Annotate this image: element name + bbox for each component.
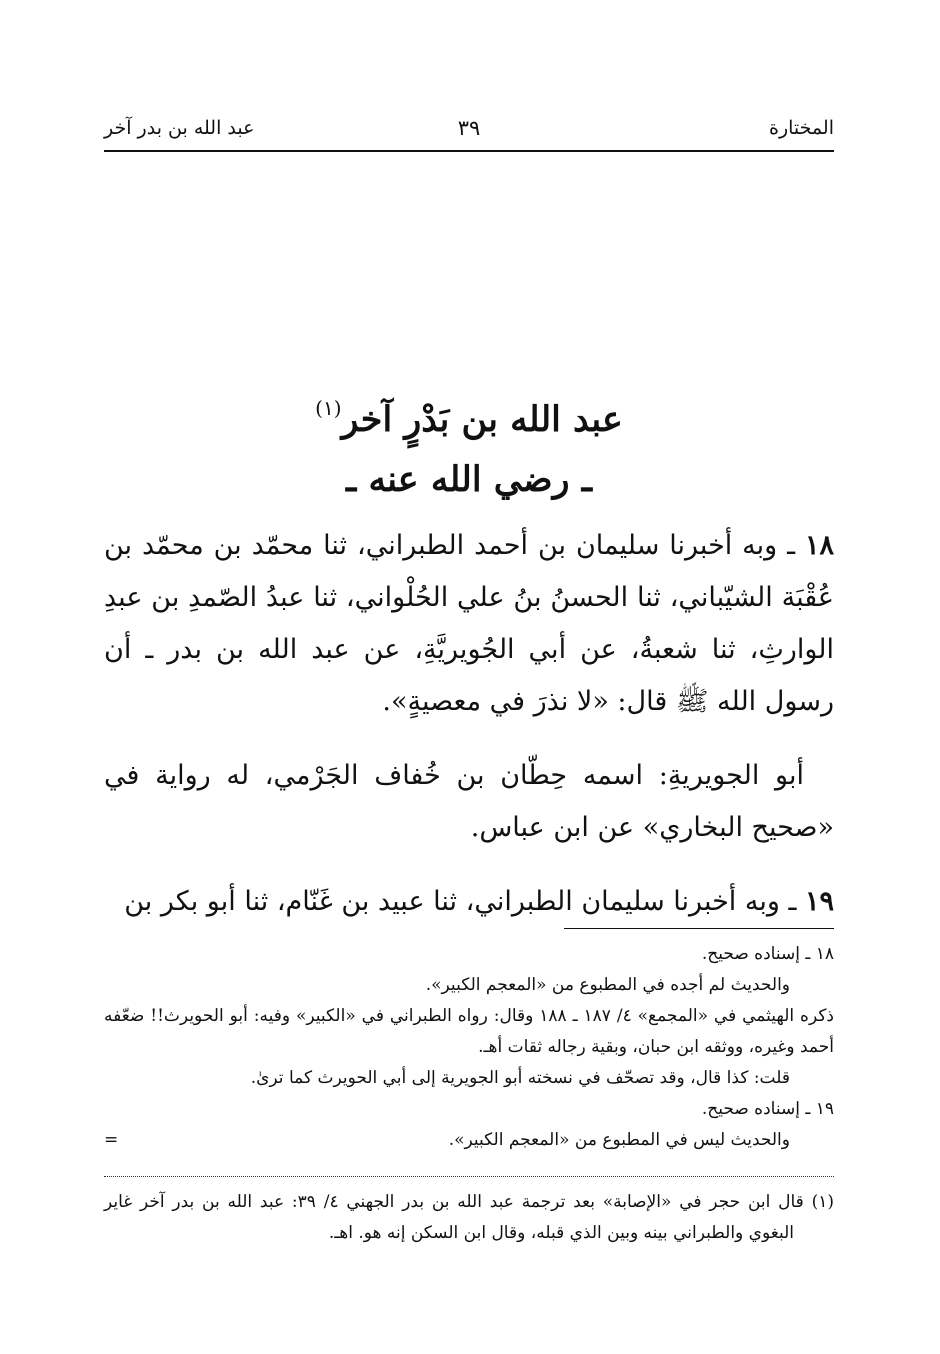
hadith-19-text: ـ وبه أخبرنا سليمان الطبراني، ثنا عبيد بن غَنّام، ثنا أبو بكر بن [124, 886, 797, 917]
header-book-title: المختارة [769, 117, 834, 139]
footnote-18-line-2: والحديث لم أجده في المطبوع من «المعجم الكبير». [425, 975, 790, 995]
hadith-number-19: ١٩ [804, 886, 834, 917]
footnote-rule [564, 928, 834, 929]
hadith-19 [104, 876, 834, 928]
title-line-1 [104, 378, 834, 450]
continuation-mark: = [104, 1130, 119, 1150]
footnote-1: (١) قال ابن حجر في «الإصابة» بعد ترجمة عبد الله بن بدر الجهني ٤/ ٣٩: عبد الله بن بدر آخر غاير البغوي والطبراني بينه وبين الذي قبله، وقال ابن السكن إنه هو. اهـ. [104, 1192, 834, 1243]
hadith-18-text: ـ وبه أخبرنا سليمان بن أحمد الطبراني، ثنا محمّد بن محمّد بن عُقْبَة الشيّباني، ثنا الحسنُ بنُ علي الحُلْواني، ثنا عبدُ الصّمدِ بن عبدِ الوارثِ، ثنا شعبةُ، عن أبي الجُويريَّةِ، عن عبد الله بن بدر ـ أن رسول الله ﷺ قال: «لا نذرَ في معصيةٍ». [104, 530, 834, 717]
header-rule [104, 150, 834, 152]
footnote-dotted-rule [104, 1176, 834, 1177]
page-number: ٣٩ [457, 116, 481, 140]
footnotes [104, 928, 834, 1249]
running-header [104, 112, 834, 152]
footnote-19-line-2-row [104, 1125, 834, 1156]
narrator-note: أبو الجويريةِ: اسمه حِطّان بن خُفاف الجَرْمي، له رواية في «صحيح البخاري» عن ابن عباس. [104, 760, 834, 843]
footnote-18-line-3: ذكره الهيثمي في «المجمع» ٤/ ١٨٧ ـ ١٨٨ وقال: رواه الطبراني في «الكبير» وفيه: أبو الحويرث!! ضعّفه أحمد وغيره، ووثقه ابن حبان، وبقية رجاله ثقات أهـ. [104, 1006, 835, 1057]
footnote-19-line-2: والحديث ليس في المطبوع من «المعجم الكبير». [448, 1130, 790, 1150]
title-line-2: ـ رضي الله عنه ـ [346, 459, 592, 500]
title-text: عبد الله بن بَدْرٍ آخر [341, 399, 623, 440]
main-text [104, 520, 834, 950]
footnote-19-label: ١٩ ـ إسناده صحيح. [701, 1099, 834, 1119]
header-chapter-title: عبد الله بن بدر آخر [104, 117, 255, 139]
footnote-18-label: ١٨ ـ إسناده صحيح. [701, 944, 834, 964]
hadith-18 [104, 520, 834, 728]
chapter-title [104, 378, 834, 510]
footnote-18-line-4: قلت: كذا قال، وقد تصحّف في نسخته أبو الجويرية إلى أبي الحويرث كما ترىٰ. [250, 1068, 790, 1088]
hadith-number-18: ١٨ [804, 530, 834, 561]
title-footnote-marker: (١) [315, 396, 342, 420]
